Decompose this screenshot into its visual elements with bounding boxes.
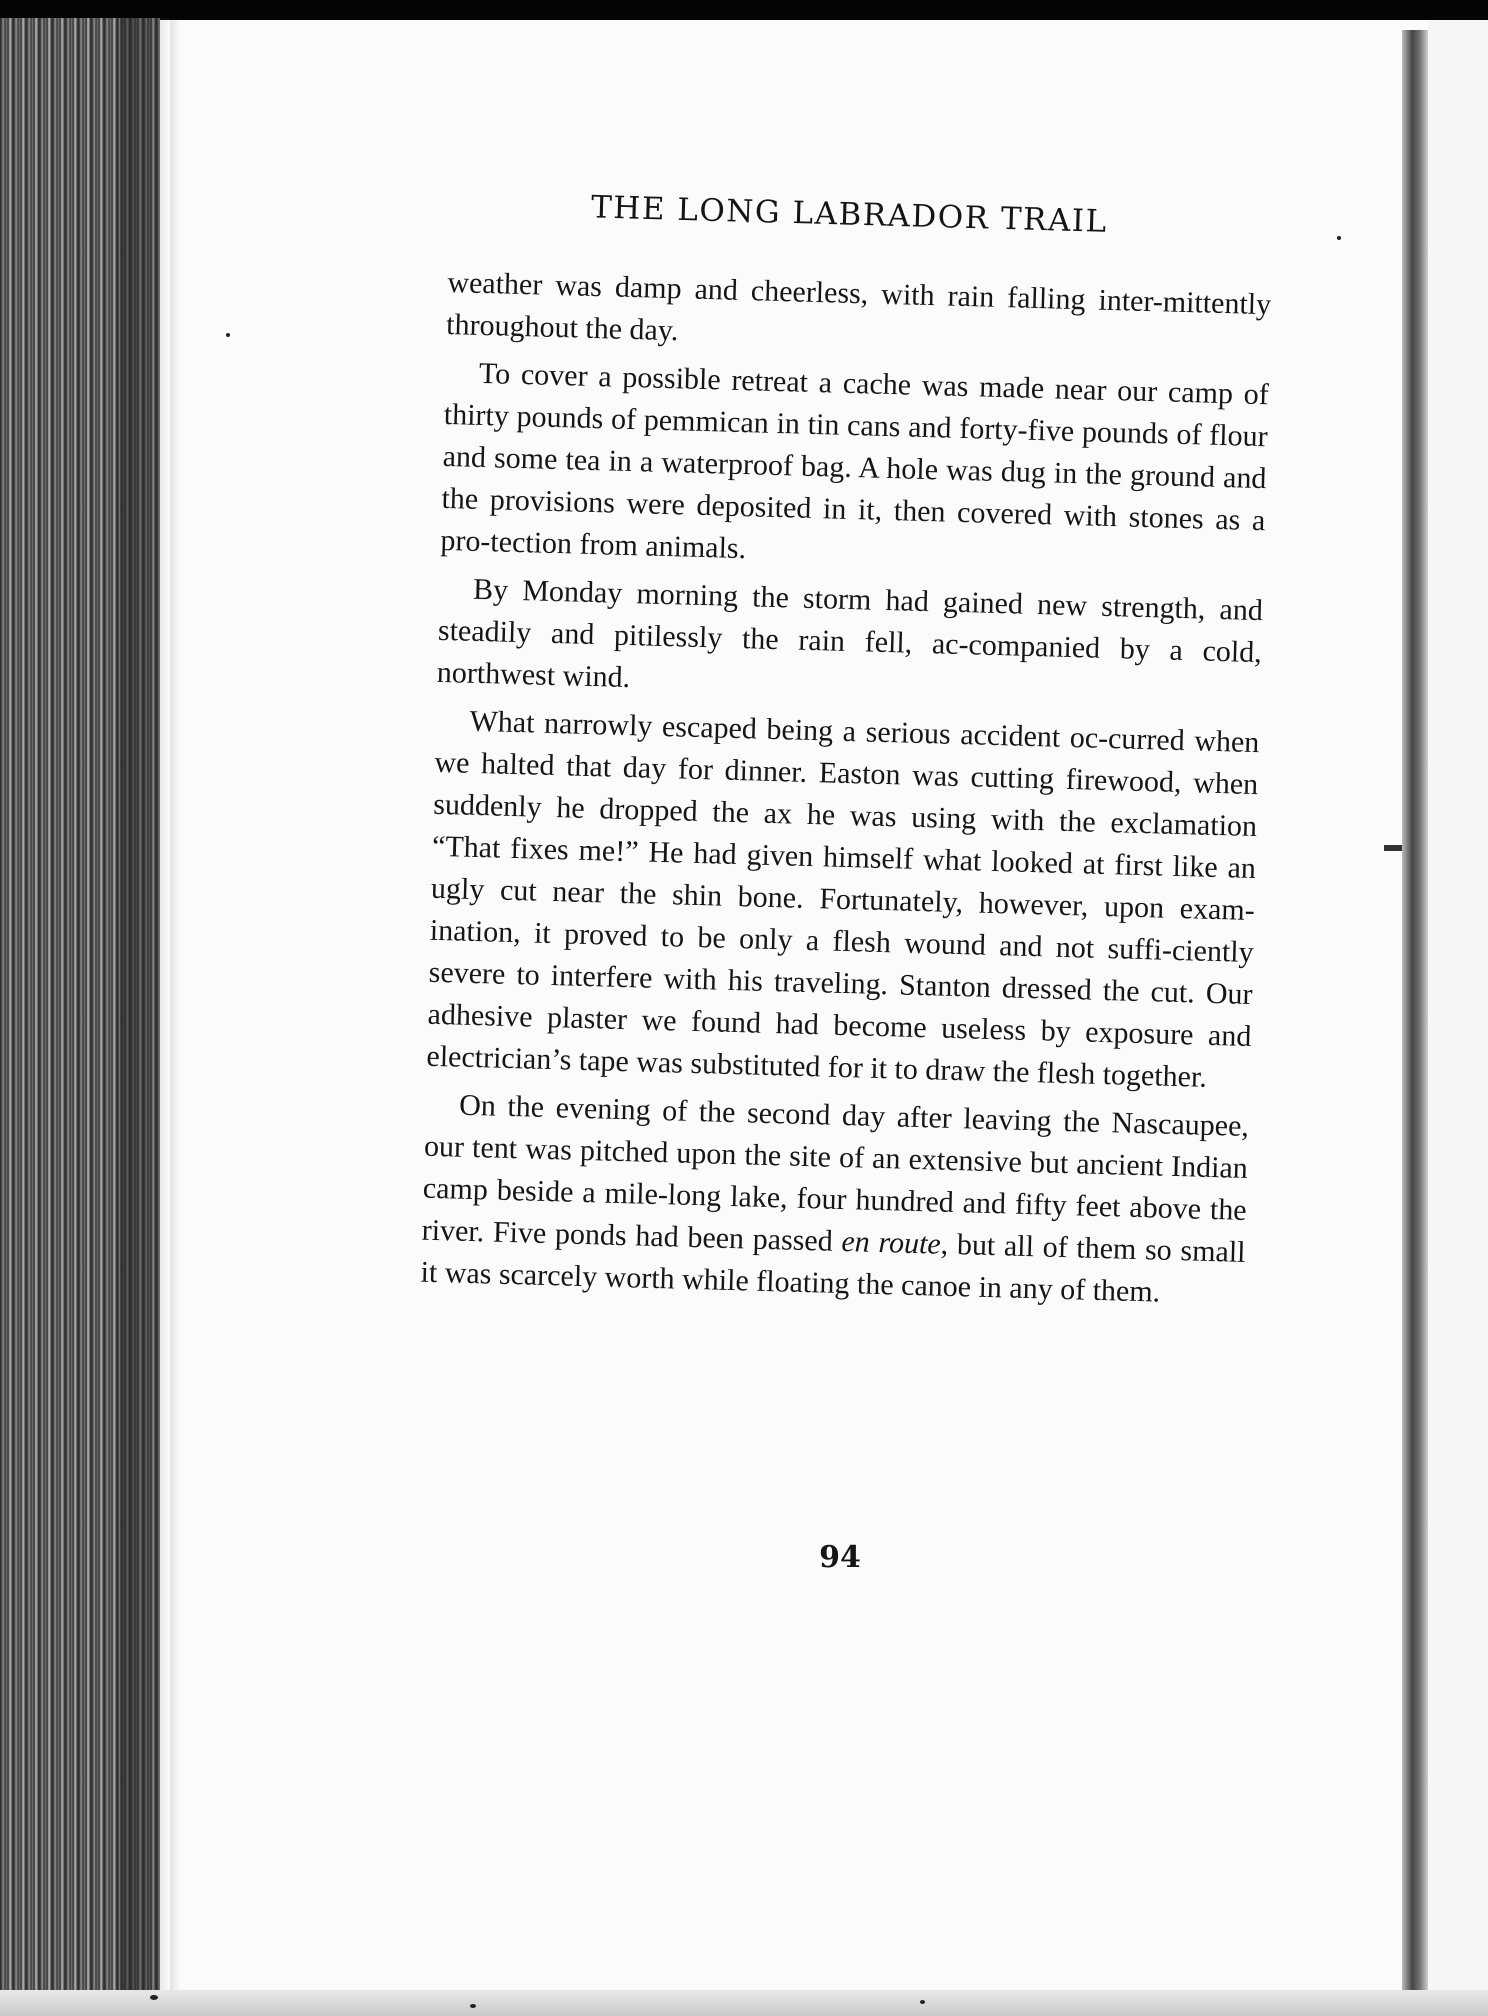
dust-speck bbox=[226, 333, 230, 337]
inner-gutter bbox=[160, 20, 170, 2016]
body-text bbox=[420, 262, 1272, 1322]
page-edge-shadow bbox=[120, 18, 180, 2016]
facing-page-margin bbox=[1428, 20, 1488, 2016]
page-number: 94 bbox=[819, 1540, 861, 1575]
dust-speck bbox=[1337, 236, 1341, 240]
dust-speck bbox=[920, 2000, 925, 2004]
facing-page-edge bbox=[1402, 30, 1428, 2010]
scanner-bottom-border bbox=[0, 1990, 1488, 2016]
paragraph-1: weather was damp and cheerless, with rain falling inter-mittently throughout the day. bbox=[445, 265, 1272, 348]
dust-speck bbox=[150, 1995, 158, 2000]
dust-speck bbox=[470, 2004, 476, 2008]
paragraph-5-text-b: , but all of them so small it was scarcely worth while floating the canoe in any of them. bbox=[420, 1227, 1246, 1309]
paragraph-2: To cover a possible retreat a cache was made near our camp of thirty pounds of pemmican in tin cans and forty-five pounds of flour and some tea in a waterproof bag. A hole was dug in the ground and the provisions were deposited in it, then covered with stones as a pro-tection from animals. bbox=[440, 356, 1270, 566]
paragraph-5-italic: en route bbox=[841, 1225, 942, 1261]
paragraph-5-text-a: On the evening of the second day after leaving the Nascaupee, our tent was pitched upon the site of an extensive but ancient Indian camp beside a mile-long lake, four hundred and fifty feet above the river. Five ponds had been passed bbox=[421, 1088, 1250, 1258]
scanner-top-border bbox=[0, 0, 1488, 20]
paragraph-5 bbox=[420, 1084, 1249, 1316]
edge-mark bbox=[1384, 845, 1402, 851]
paragraph-4: What narrowly escaped being a serious accident oc-curred when we halted that day for dinner. Easton was cutting firewood, when suddenly he dropped the ax he was using with the exclamation “That fixes me!” He had given himself what looked at first like an ugly cut near the shin bone. Fortunately, however, upon exam-ination, it proved to be only a flesh wound and not suffi-ciently severe to interfere with his traveling. Stanton dressed the cut. Our adhesive plaster we found had become useless by exposure and electrician’s tape was substituted for it to draw the flesh together. bbox=[426, 704, 1260, 1094]
paragraph-3: By Monday morning the storm had gained new strength, and steadily and pitilessly the rain fell, ac-companied by a cold, northwest wind. bbox=[436, 572, 1264, 695]
running-head: THE LONG LABRADOR TRAIL bbox=[590, 189, 1109, 240]
